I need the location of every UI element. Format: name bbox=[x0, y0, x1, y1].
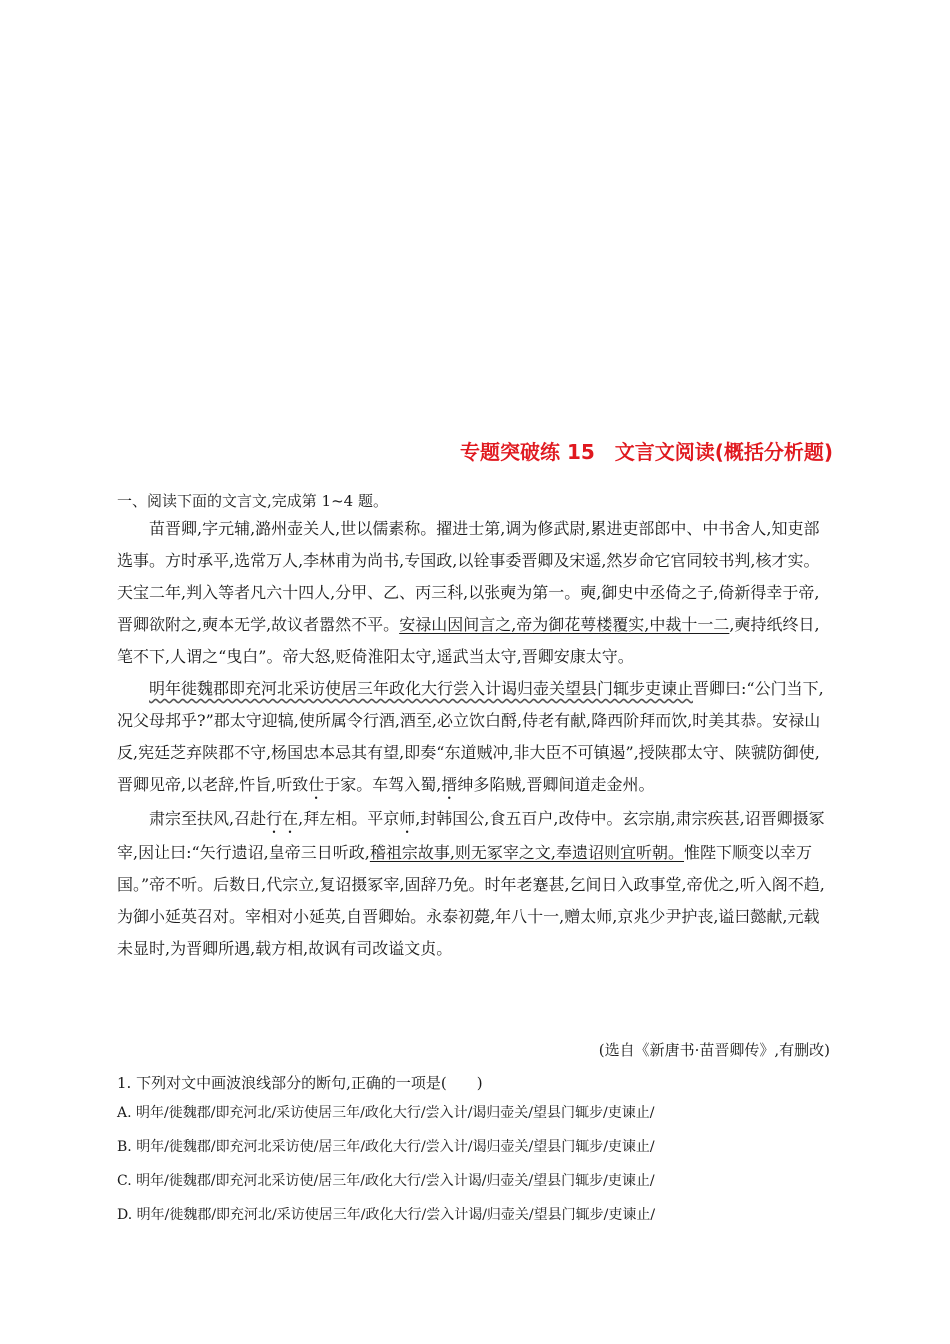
option-d: D. 明年/徙魏郡/即充河北/采访使居三年/政化大行/尝入计谒/归壶关/望县门辄步/吏谏止/ bbox=[117, 1207, 656, 1223]
option-a: A. 明年/徙魏郡/即充河北/采访使居三年/政化大行/尝入计/谒归壶关/望县门辄步/吏谏止/ bbox=[117, 1105, 655, 1121]
dotted-word: 搢 bbox=[441, 775, 458, 794]
underlined-sentence: 安禄山因间言之,帝为御花萼楼覆实,中裁十一二 bbox=[399, 615, 730, 634]
option-c: C. 明年/徙魏郡/即充河北采访使/居三年/政化大行/尝入计谒/归壶关/望县门辄步/吏谏止/ bbox=[117, 1173, 655, 1189]
passage-text: ,封韩国公,食五百户,改侍中。玄宗崩,肃宗疾甚,诏晋卿摄冢宰,因让曰:“矢行遗诏,皇帝三日听政, bbox=[117, 809, 825, 862]
source-citation: (选自《新唐书·苗晋卿传》,有删改) bbox=[598, 1041, 830, 1059]
passage-text: 惟陛下顺变以幸万国。”帝不听。后数日,代宗立,复诏摄冢宰,固辞乃免。时年老蹇甚,乞间日入政事堂,帝优之,听入阁不趋,为御小延英召对。宰相对小延英,自晋卿始。永泰初薨,年八十一,赠太师,京兆少尹护丧,谥曰懿献,元载未显时,为晋卿所遇,载方相,故讽有司改谥文贞。 bbox=[117, 843, 825, 958]
dotted-word: 师 bbox=[399, 809, 416, 828]
passage-text: 晋卿曰:“公门当下,况父母邦乎?”郡太守迎犒,使所属令行酒,酒至,必立饮白酹,侍老有献,降西阶拜而饮,时美其恭。安禄山反,宪廷芝弃陕郡不守,杨国忠本忌其有望,即奏“东道贼冲,非大臣不可镇遏”,授陕郡太守、陕虢防御使,晋卿见帝,以老辞,忤旨,听致 bbox=[117, 679, 824, 794]
passage-text: 苗晋卿,字元辅,潞州壶关人,世以儒素称。擢进士第,调为修武尉,累进吏部郎中、中书舍人,知吏部选事。方时承平,选常万人,李林甫为尚书,专国政,以铨事委晋卿及宋遥,然岁命它官同较书判,核才实。天宝二年,判入等者凡六十四人,分甲、乙、丙三科,以张奭为第一。奭,御史中丞倚之子,倚新得幸于帝,晋卿欲附之,奭本无学,故议者嚣然不平。 bbox=[117, 519, 820, 634]
classical-passage bbox=[117, 513, 829, 965]
passage-text: 绅多陷贼,晋卿间道走金州。 bbox=[457, 775, 655, 794]
passage-text: ,拜左相。平京 bbox=[298, 809, 400, 828]
dotted-word: 行在 bbox=[266, 809, 299, 828]
passage-paragraph-1 bbox=[117, 513, 829, 673]
passage-text: ,奭持纸终日,笔不下,人谓之“曳白”。帝大怒,贬倚淮阳太守,遥武当太守,晋卿安康太守。 bbox=[117, 615, 820, 666]
underlined-sentence: 稽祖宗故事,则无冢宰之文,奉遗诏则宜听朝。 bbox=[369, 843, 685, 862]
question-1-stem: 1. 下列对文中画波浪线部分的断句,正确的一项是( ) bbox=[117, 1074, 483, 1092]
question-1-options bbox=[117, 1103, 655, 1239]
option-b: B. 明年/徙魏郡/即充河北采访使/居三年/政化大行/尝入计/谒归壶关/望县门辄步/吏谏止/ bbox=[117, 1139, 655, 1155]
passage-paragraph-2 bbox=[117, 673, 829, 803]
passage-text: 于家。车驾入蜀, bbox=[324, 775, 442, 794]
section-instruction: 一、阅读下面的文言文,完成第 1~4 题。 bbox=[117, 492, 388, 510]
passage-paragraph-3 bbox=[117, 803, 829, 965]
dotted-word: 仕 bbox=[308, 775, 325, 794]
wavy-underlined-sentence: 明年徙魏郡即充河北采访使居三年政化大行尝入计谒归壶关望县门辄步吏谏止 bbox=[149, 679, 694, 698]
passage-text: 肃宗至扶风,召赴 bbox=[149, 809, 267, 828]
page-title: 专题突破练 15 文言文阅读(概括分析题) bbox=[460, 440, 834, 464]
